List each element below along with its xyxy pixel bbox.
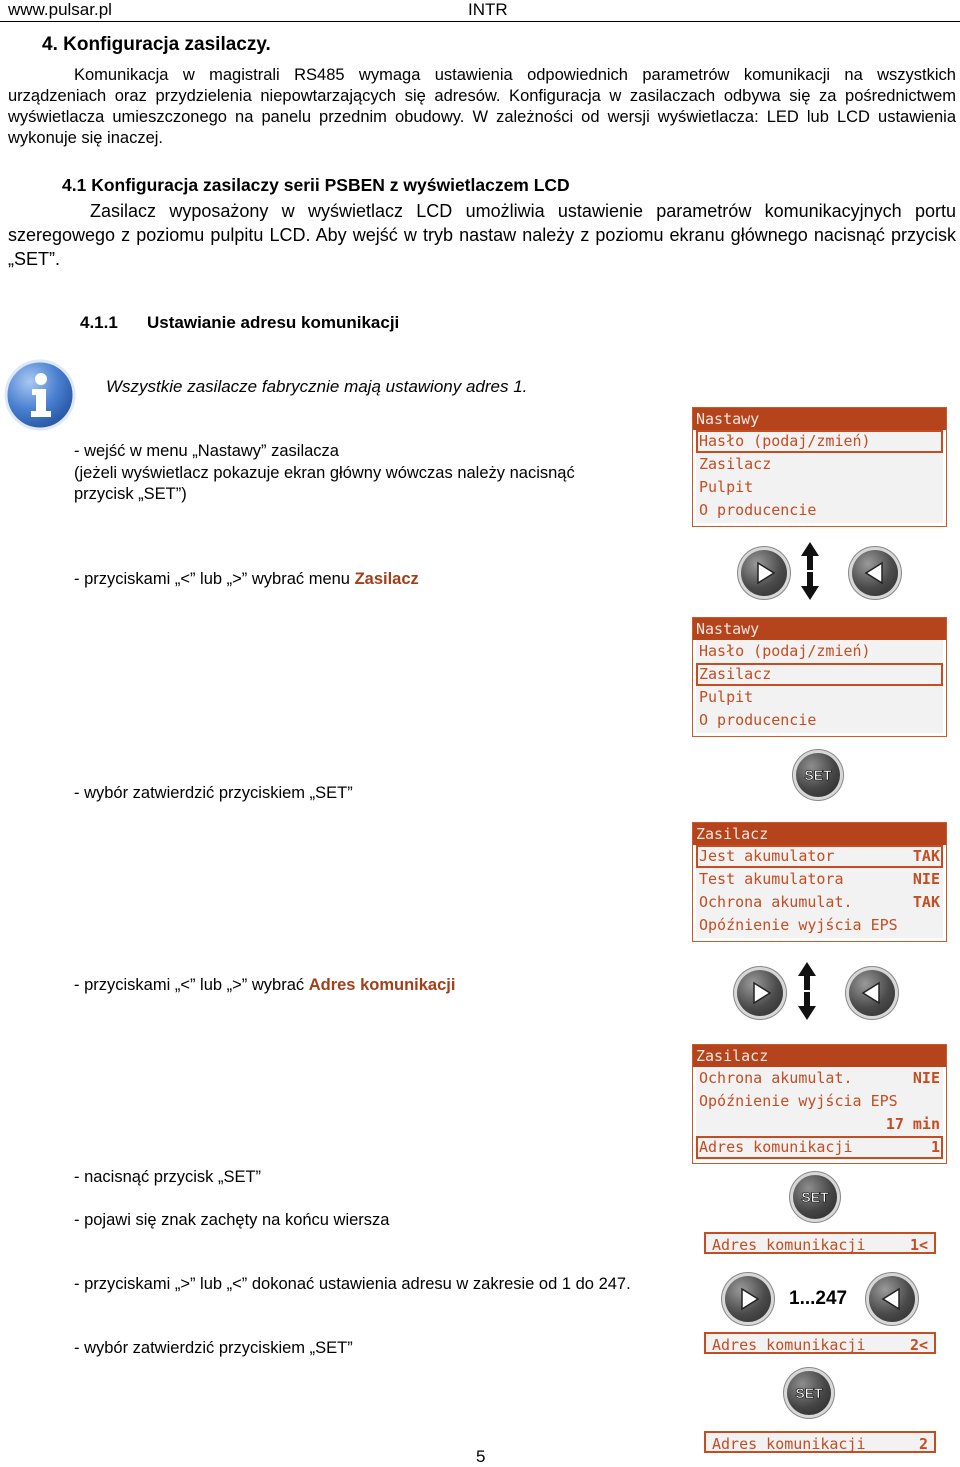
set-button[interactable] xyxy=(796,753,840,797)
lcd-row xyxy=(693,1090,946,1113)
step-7: - przyciskami „>” lub „<” dokonać ustawienia adresu w zakresie od 1 do 247. xyxy=(74,1275,631,1293)
subsection-body xyxy=(8,199,956,271)
lcd-title: Zasilacz xyxy=(693,1045,946,1067)
step-8: - wybór zatwierdzić przyciskiem „SET” xyxy=(74,1339,353,1357)
step-1 xyxy=(74,441,575,506)
up-down-arrows-icon xyxy=(796,540,824,602)
right-arrow-button[interactable] xyxy=(725,1276,771,1322)
step-1-line-2: (jeżeli wyświetlacz pokazuje ekran główny wówczas należy nacisnąć xyxy=(74,463,575,482)
lcd-zasilacz-2 xyxy=(692,1044,947,1164)
left-arrow-button[interactable] xyxy=(852,550,898,596)
set-label: SET xyxy=(804,767,832,783)
lcd-row-label: Adres komunikacji xyxy=(699,1138,853,1156)
step-4 xyxy=(74,975,455,997)
step-2-highlight: Zasilacz xyxy=(354,570,419,588)
lcd-row-value: 17 min xyxy=(885,1115,940,1133)
header-rule xyxy=(0,21,960,22)
strip-label: Adres komunikacji xyxy=(712,1435,866,1453)
lcd-row: O producencie xyxy=(699,711,817,729)
lcd-row xyxy=(693,1067,946,1090)
lcd-row-label: Jest akumulator xyxy=(699,847,835,865)
lcd-address-strip xyxy=(704,1431,936,1453)
document-code: INTR xyxy=(468,0,508,19)
lcd-title: Nastawy xyxy=(693,618,946,640)
set-button[interactable] xyxy=(787,1371,831,1415)
site-url: www.pulsar.pl xyxy=(8,0,112,19)
lcd-row: Pulpit xyxy=(699,478,754,496)
subsubsection-title: Ustawianie adresu komunikacji xyxy=(147,313,400,332)
section-intro xyxy=(8,65,956,149)
step-4-highlight: Adres komunikacji xyxy=(308,976,456,994)
section-intro-text: Komunikacja w magistrali RS485 wymaga ustawienia odpowiednich parametrów komunikacji na wszystkich urządzeniach oraz przydzielenia niepowtarzających się adresów. Konfiguracja w zasilaczach odbywa się za pośrednictwem wyświetlacza umieszczonego na panelu przednim obudowy. W zależności od wersji wyświetlacza: LED lub LCD ustawienia wykonuje się inaczej. xyxy=(8,66,956,147)
step-4-text: - przyciskami „<” lub „>” wybrać xyxy=(74,976,309,994)
lcd-row xyxy=(693,868,946,891)
lcd-row xyxy=(693,1113,946,1136)
step-1-line-1: - wejść w menu „Nastawy” zasilacza xyxy=(74,442,339,460)
strip-value: 2 xyxy=(918,1435,928,1453)
info-icon xyxy=(4,359,76,431)
set-button[interactable] xyxy=(793,1175,837,1219)
lcd-row: Pulpit xyxy=(699,688,754,706)
lcd-nastawy-2 xyxy=(692,617,947,737)
lcd-row-value: TAK xyxy=(912,847,940,865)
lcd-row-label: Test akumulatora xyxy=(699,870,844,888)
strip-label: Adres komunikacji xyxy=(712,1336,866,1354)
lcd-row-label: Opóźnienie wyjścia EPS xyxy=(699,1092,898,1110)
set-label: SET xyxy=(801,1189,829,1205)
section-title: 4. Konfiguracja zasilaczy. xyxy=(42,34,271,55)
lcd-row: Zasilacz xyxy=(696,663,943,686)
lcd-row-value: 1 xyxy=(930,1138,940,1156)
lcd-title: Zasilacz xyxy=(693,823,946,845)
subsubsection-number: 4.1.1 xyxy=(80,313,118,332)
lcd-row-label: Ochrona akumulat. xyxy=(699,893,853,911)
left-arrow-button[interactable] xyxy=(869,1276,915,1322)
lcd-row: O producencie xyxy=(699,501,817,519)
lcd-nastawy-1 xyxy=(692,407,947,527)
lcd-row xyxy=(693,914,946,937)
lcd-row-value: NIE xyxy=(912,870,940,888)
lcd-title: Nastawy xyxy=(693,408,946,430)
lcd-row-label: Opóźnienie wyjścia EPS xyxy=(699,916,898,934)
lcd-zasilacz-1 xyxy=(692,822,947,942)
step-3: - wybór zatwierdzić przyciskiem „SET” xyxy=(74,784,353,802)
lcd-row: Zasilacz xyxy=(699,455,772,473)
step-2 xyxy=(74,569,419,591)
subsection-body-text: Zasilacz wyposażony w wyświetlacz LCD umożliwia ustawienie parametrów komunikacyjnych portu szeregowego z poziomu pulpitu LCD. Aby wejść w tryb nastaw należy z poziomu ekranu głównego nacisnąć przycisk „SET”. xyxy=(8,201,956,269)
right-arrow-button[interactable] xyxy=(741,550,787,596)
step-5: - nacisnąć przycisk „SET” xyxy=(74,1168,262,1186)
right-arrow-button[interactable] xyxy=(737,970,783,1016)
set-label: SET xyxy=(795,1385,823,1401)
step-2-text: - przyciskami „<” lub „>” wybrać menu xyxy=(74,570,355,588)
strip-value: 1< xyxy=(909,1236,928,1254)
lcd-row-label: Ochrona akumulat. xyxy=(699,1069,853,1087)
page-number: 5 xyxy=(476,1447,486,1466)
step-6: - pojawi się znak zachęty na końcu wiersza xyxy=(74,1211,390,1229)
lcd-address-strip xyxy=(704,1332,936,1354)
lcd-row-value: NIE xyxy=(912,1069,940,1087)
info-note: Wszystkie zasilacze fabrycznie mają ustawiony adres 1. xyxy=(106,377,528,396)
lcd-address-strip xyxy=(704,1232,936,1254)
strip-label: Adres komunikacji xyxy=(712,1236,866,1254)
lcd-row: Hasło (podaj/zmień) xyxy=(696,430,943,453)
lcd-row xyxy=(696,845,943,868)
lcd-row xyxy=(693,891,946,914)
lcd-row: Hasło (podaj/zmień) xyxy=(699,642,871,660)
lcd-row-value: TAK xyxy=(912,893,940,911)
subsection-title: 4.1 Konfiguracja zasilaczy serii PSBEN z wyświetlaczem LCD xyxy=(62,175,570,195)
left-arrow-button[interactable] xyxy=(849,970,895,1016)
step-1-line-3: przycisk „SET”) xyxy=(74,485,187,503)
up-down-arrows-icon xyxy=(793,960,821,1022)
range-label: 1...247 xyxy=(789,1288,848,1309)
lcd-row xyxy=(696,1136,943,1159)
strip-value: 2< xyxy=(909,1336,928,1354)
